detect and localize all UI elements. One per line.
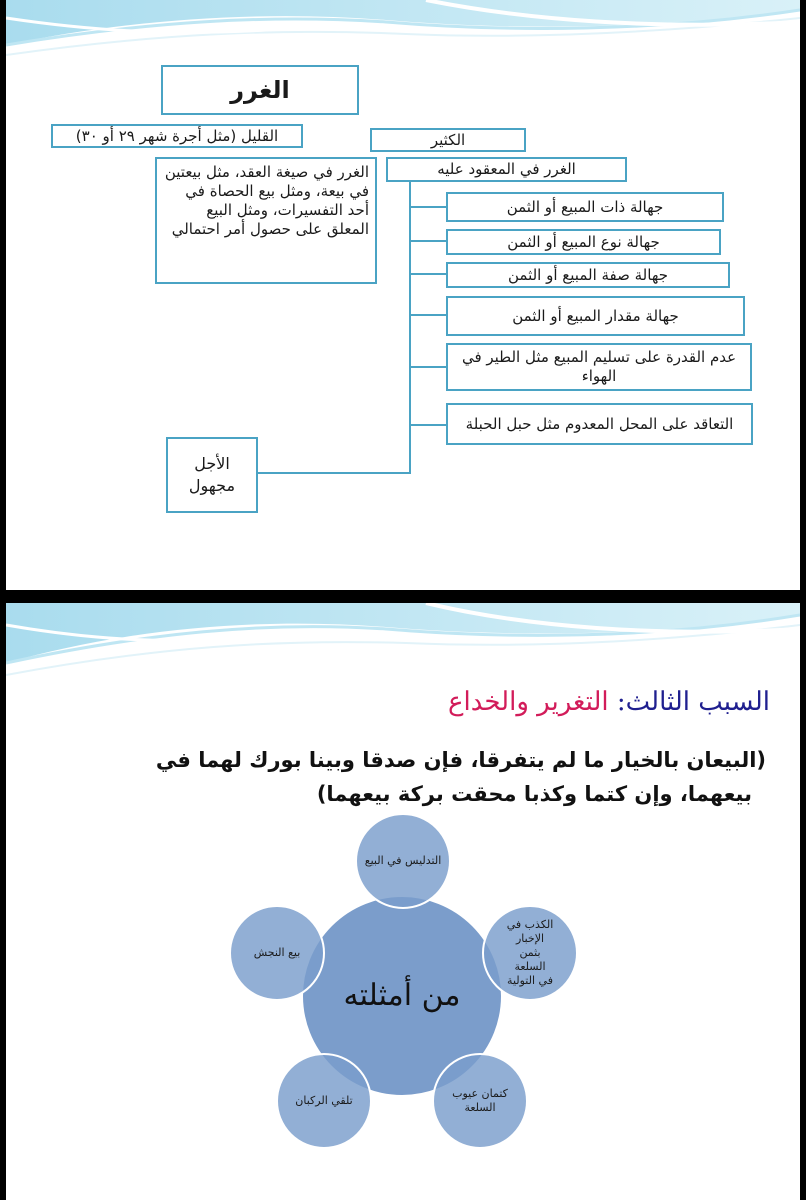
item-2: جهالة نوع المبيع أو الثمن bbox=[446, 229, 721, 255]
item-1: جهالة ذات المبيع أو الثمن bbox=[446, 192, 724, 222]
slide-title bbox=[448, 687, 770, 717]
header-wave-decoration bbox=[6, 0, 800, 80]
node-much: الكثير bbox=[370, 128, 526, 152]
header-wave-decoration bbox=[6, 603, 800, 688]
item-4: جهالة مقدار المبيع أو الثمن bbox=[446, 296, 745, 336]
item-3: جهالة صفة المبيع أو الثمن bbox=[446, 262, 730, 288]
example-right: الكذب في الإخبار بثمن السلعة في التولية bbox=[482, 905, 578, 1001]
node-in-object: الغرر في المعقود عليه bbox=[386, 157, 627, 182]
connector-item-1 bbox=[409, 206, 447, 208]
connector-item-2 bbox=[409, 240, 447, 242]
hadith-line-1: (البيعان بالخيار ما لم يتفرقا، فإن صدقا وبينا بورك لهما في bbox=[155, 748, 766, 772]
connector-item-6 bbox=[409, 424, 447, 426]
example-top: التدليس في البيع bbox=[355, 813, 451, 909]
node-in-contract: الغرر في صيغة العقد، مثل بيعتين في بيعة، ومثل بيع الحصاة في أحد التفسيرات، ومثل البيع المعلق على حصول أمر احتمالي bbox=[155, 157, 377, 284]
center-circle: من أمثلته bbox=[301, 895, 503, 1097]
title-main: التغرير والخداع bbox=[448, 687, 609, 717]
slide-deception bbox=[6, 603, 800, 1200]
connector-item-3 bbox=[409, 273, 447, 275]
chart-title: الغرر bbox=[161, 65, 359, 115]
node-little: القليل (مثل أجرة شهر ٢٩ أو ٣٠) bbox=[51, 124, 303, 148]
hadith-line-2: بيعهما، وإن كتما وكذبا محقت بركة بيعهما) bbox=[316, 782, 752, 806]
connector-item-5 bbox=[409, 366, 447, 368]
item-5: عدم القدرة على تسليم المبيع مثل الطير في الهواء bbox=[446, 343, 752, 391]
connector-item-4 bbox=[409, 314, 447, 316]
example-bottom-left: تلقي الركبان bbox=[276, 1053, 372, 1149]
hadith-text bbox=[36, 743, 766, 811]
example-bottom-right: كتمان عيوب السلعة bbox=[432, 1053, 528, 1149]
connector-vertical bbox=[409, 180, 411, 472]
connector-deadline bbox=[242, 472, 411, 474]
item-6: التعاقد على المحل المعدوم مثل حبل الحبلة bbox=[446, 403, 753, 445]
slide-gharar-chart bbox=[6, 0, 800, 590]
title-prefix: السبب الثالث bbox=[625, 687, 770, 717]
example-left: بيع النجش bbox=[229, 905, 325, 1001]
title-colon: : bbox=[608, 687, 626, 717]
node-deadline: الأجل مجهول bbox=[166, 437, 258, 513]
